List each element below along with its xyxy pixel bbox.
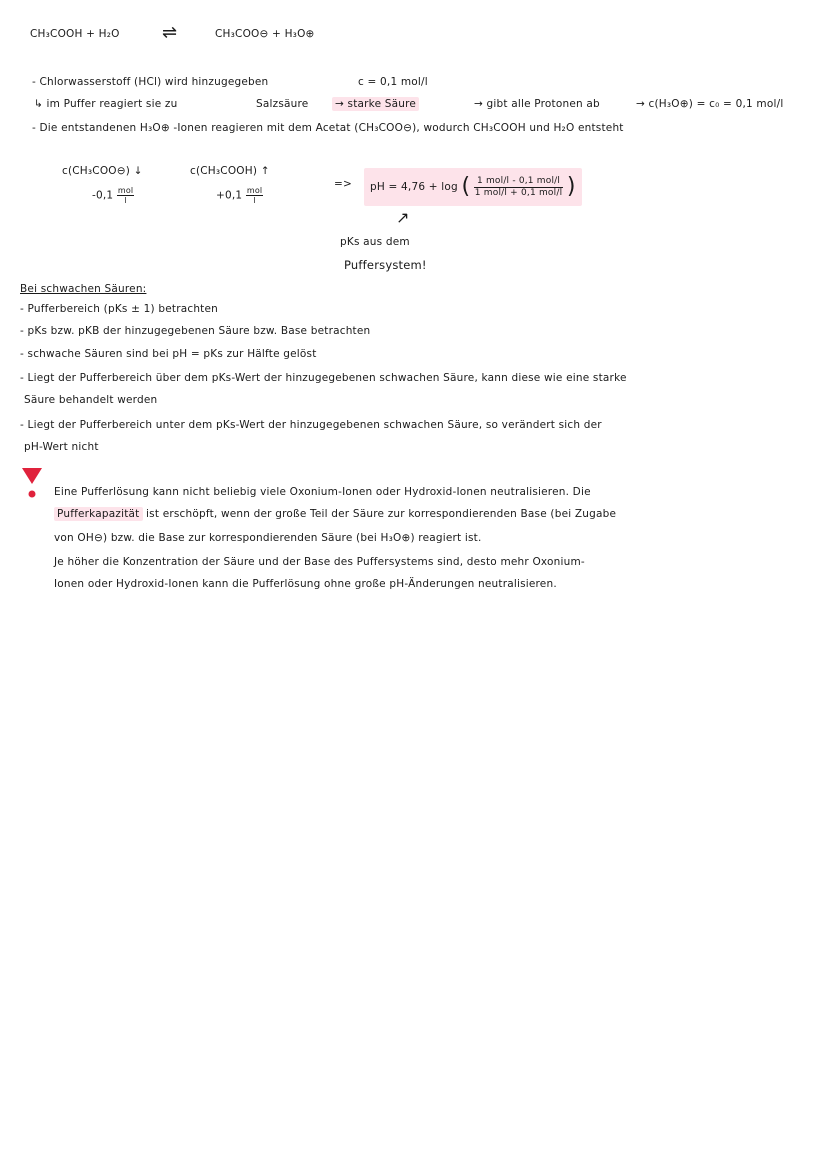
acid-conc-label: c(CH₃COOH) ↑ [190, 165, 270, 177]
h3o-concentration: → c(H₃O⊕) = c₀ = 0,1 mol/l [636, 98, 784, 110]
weak-bullet-2: - pKs bzw. pKB der hinzugegebenen Säure bzw. Base betrachten [20, 325, 371, 337]
reaction-right: CH₃COO⊖ + H₃O⊕ [215, 28, 315, 40]
reaction-left: CH₃COOH + H₂O [30, 28, 120, 40]
weak-bullet-1: - Pufferbereich (pKs ± 1) betrachten [20, 303, 219, 315]
weak-bullet-5b: pH-Wert nicht [24, 441, 99, 453]
implies-arrow: => [334, 178, 352, 190]
acetate-reaction-line: - Die entstandenen H₃O⊕ -Ionen reagieren mit dem Acetat (CH₃COO⊖), wodurch CH₃COOH und H₂O entsteht [32, 122, 624, 134]
ph-formula: pH = 4,76 + log ( $\frac{\text{1 mol/l - 0,1 mol/l}}{\text{1 mol/l + 0,1 mol/l}}$ ) [364, 168, 582, 206]
capacity-para-1b: Pufferkapazität ist erschöpft, wenn der große Teil der Säure zur korrespondierenden Base (bei Zugabe [54, 508, 616, 520]
weak-bullet-4a: - Liegt der Pufferbereich über dem pKs-Wert der hinzugegebenen schwachen Säure, kann diese wie eine starke [20, 372, 627, 384]
weak-acids-heading: Bei schwachen Säuren: [20, 283, 147, 295]
note-line-2: Puffersystem! [344, 258, 427, 272]
weak-bullet-4b: Säure behandelt werden [24, 394, 158, 406]
acetate-conc-label: c(CH₃COO⊖) ↓ [62, 165, 143, 177]
salzsaeure-label: Salzsäure [256, 98, 309, 110]
strong-acid-label: → starke Säure [332, 97, 419, 111]
capacity-para-1a: Eine Pufferlösung kann nicht beliebig viele Oxonium-Ionen oder Hydroxid-Ionen neutralisieren. Die [54, 486, 591, 498]
weak-bullet-5a: - Liegt der Pufferbereich unter dem pKs-Wert der hinzugegebenen schwachen Säure, so verändert sich der [20, 419, 602, 431]
acetate-conc-value: -0,1 $\frac{\text{mol}}{l}$ [92, 186, 134, 205]
capacity-para-1c: von OH⊖) bzw. die Base zur korrespondierenden Säure (bei H₃O⊕) reagiert ist. [54, 532, 482, 544]
buffer-reaction-start: ↳ im Puffer reagiert sie zu [34, 98, 178, 110]
hcl-line: - Chlorwasserstoff (HCl) wird hinzugegeben [32, 76, 269, 88]
hcl-concentration: c = 0,1 mol/l [358, 76, 428, 88]
capacity-para-2b: Ionen oder Hydroxid-Ionen kann die Pufferlösung ohne große pH-Änderungen neutralisieren. [54, 578, 557, 590]
capacity-para-2a: Je höher die Konzentration der Säure und der Base des Puffersystems sind, desto mehr Oxonium- [54, 556, 585, 568]
acid-conc-value: +0,1 $\frac{\text{mol}}{l}$ [216, 186, 263, 205]
equilibrium-arrow: ⇌ [162, 22, 178, 43]
buffer-capacity-term: Pufferkapazität [54, 507, 143, 521]
note-line-1: pKs aus dem [340, 236, 410, 248]
protons-label: → gibt alle Protonen ab [474, 98, 600, 110]
important-marker-icon [20, 466, 44, 502]
weak-bullet-3: - schwache Säuren sind bei pH = pKs zur Hälfte gelöst [20, 348, 317, 360]
note-arrow: ↗ [396, 208, 410, 227]
